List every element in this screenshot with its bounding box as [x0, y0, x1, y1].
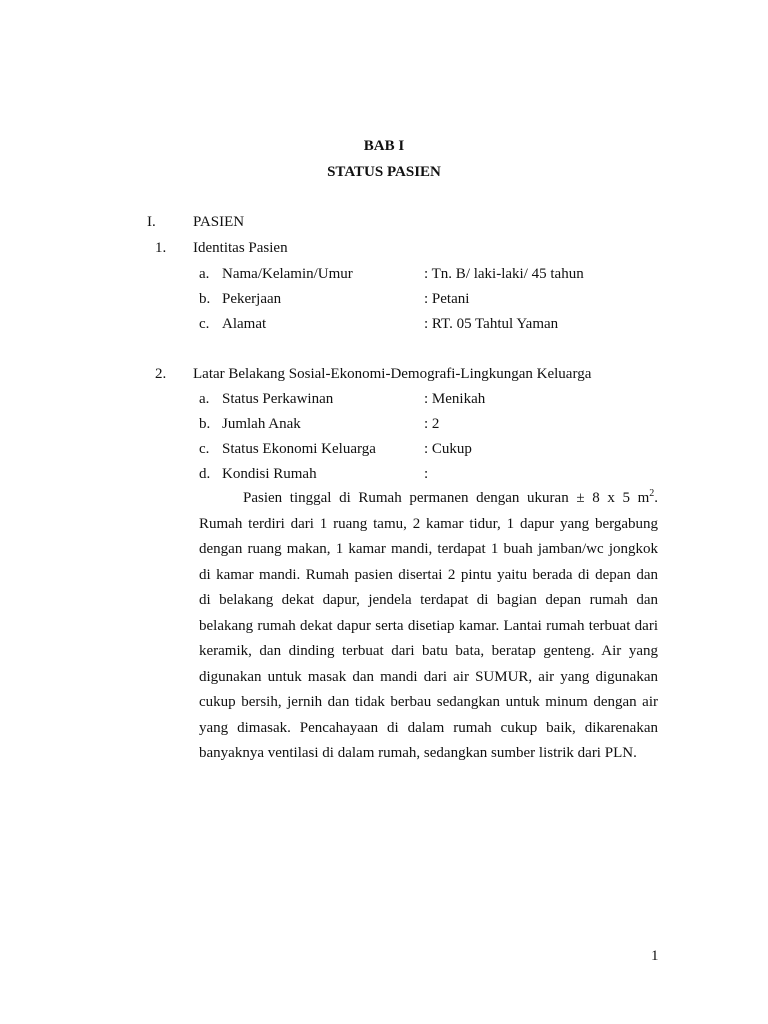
paragraph-line: digunakan untuk masak dan mandi dari air SUMUR, air yang digunakan [199, 668, 658, 685]
item-title: Identitas Pasien [193, 240, 288, 256]
paragraph-line: Rumah terdiri dari 1 ruang tamu, 2 kamar tidur, 1 dapur yang bergabung [199, 515, 658, 532]
item-number: 1. [155, 240, 167, 256]
field-value: : RT. 05 Tahtul Yaman [424, 316, 559, 332]
paragraph-line [199, 486, 658, 512]
field-label: Kondisi Rumah [222, 466, 317, 482]
field-label: Nama/Kelamin/Umur [222, 266, 353, 282]
paragraph-line: yang dimasak. Pencahayaan di dalam rumah cukup baik, dikarenakan [199, 719, 658, 736]
field-value: : Tn. B/ laki-laki/ 45 tahun [424, 266, 584, 282]
list-letter: c. [199, 441, 210, 457]
field-value: : 2 [424, 416, 440, 432]
superscript: 2 [649, 488, 655, 499]
paragraph-text: Pasien tinggal di Rumah permanen dengan ukuran ± 8 x 5 m [243, 490, 650, 506]
paragraph-line: banyaknya ventilasi di dalam rumah, sedangkan sumber listrik dari PLN. [199, 745, 637, 761]
section-number: I. [147, 214, 156, 230]
paragraph-line: keramik, dan dinding terbuat dari batu bata, beratap genteng. Air yang [199, 643, 658, 659]
item-number: 2. [155, 366, 167, 382]
page-number: 1 [651, 948, 659, 964]
paragraph-line: di kamar mandi. Rumah pasien disertai 2 pintu yaitu berada di depan dan [199, 566, 658, 583]
house-description [199, 486, 658, 767]
list-letter: a. [199, 391, 210, 407]
field-label: Jumlah Anak [222, 416, 301, 432]
field-value: : Petani [424, 291, 470, 307]
list-letter: b. [199, 291, 211, 307]
field-label: Pekerjaan [222, 291, 282, 307]
paragraph-text: . [654, 490, 658, 506]
chapter-label: BAB I [363, 138, 405, 154]
list-letter: c. [199, 316, 210, 332]
field-label: Status Perkawinan [222, 391, 334, 407]
field-label: Status Ekonomi Keluarga [222, 441, 376, 457]
field-value: : [424, 466, 429, 482]
item-title: Latar Belakang Sosial-Ekonomi-Demografi-Lingkungan Keluarga [193, 366, 592, 382]
field-label: Alamat [222, 316, 267, 332]
list-letter: d. [199, 466, 211, 482]
paragraph-line: cukup bersih, jernih dan tidak berbau sedangkan untuk minum dengan air [199, 694, 658, 710]
paragraph-line: dengan ruang makan, 1 kamar mandi, terdapat 1 buah jamban/wc jongkok [199, 541, 658, 557]
chapter-title: STATUS PASIEN [327, 164, 441, 180]
paragraph-line: di belakang dekat dapur, jendela terdapat di bagian depan rumah dan [199, 592, 658, 608]
list-letter: a. [199, 266, 210, 282]
paragraph-line: belakang rumah dekat dapur serta disetiap kamar. Lantai rumah terbuat dari [199, 617, 658, 634]
field-value: : Menikah [424, 391, 486, 407]
section-title: PASIEN [193, 214, 245, 230]
field-value: : Cukup [424, 441, 472, 457]
list-letter: b. [199, 416, 211, 432]
